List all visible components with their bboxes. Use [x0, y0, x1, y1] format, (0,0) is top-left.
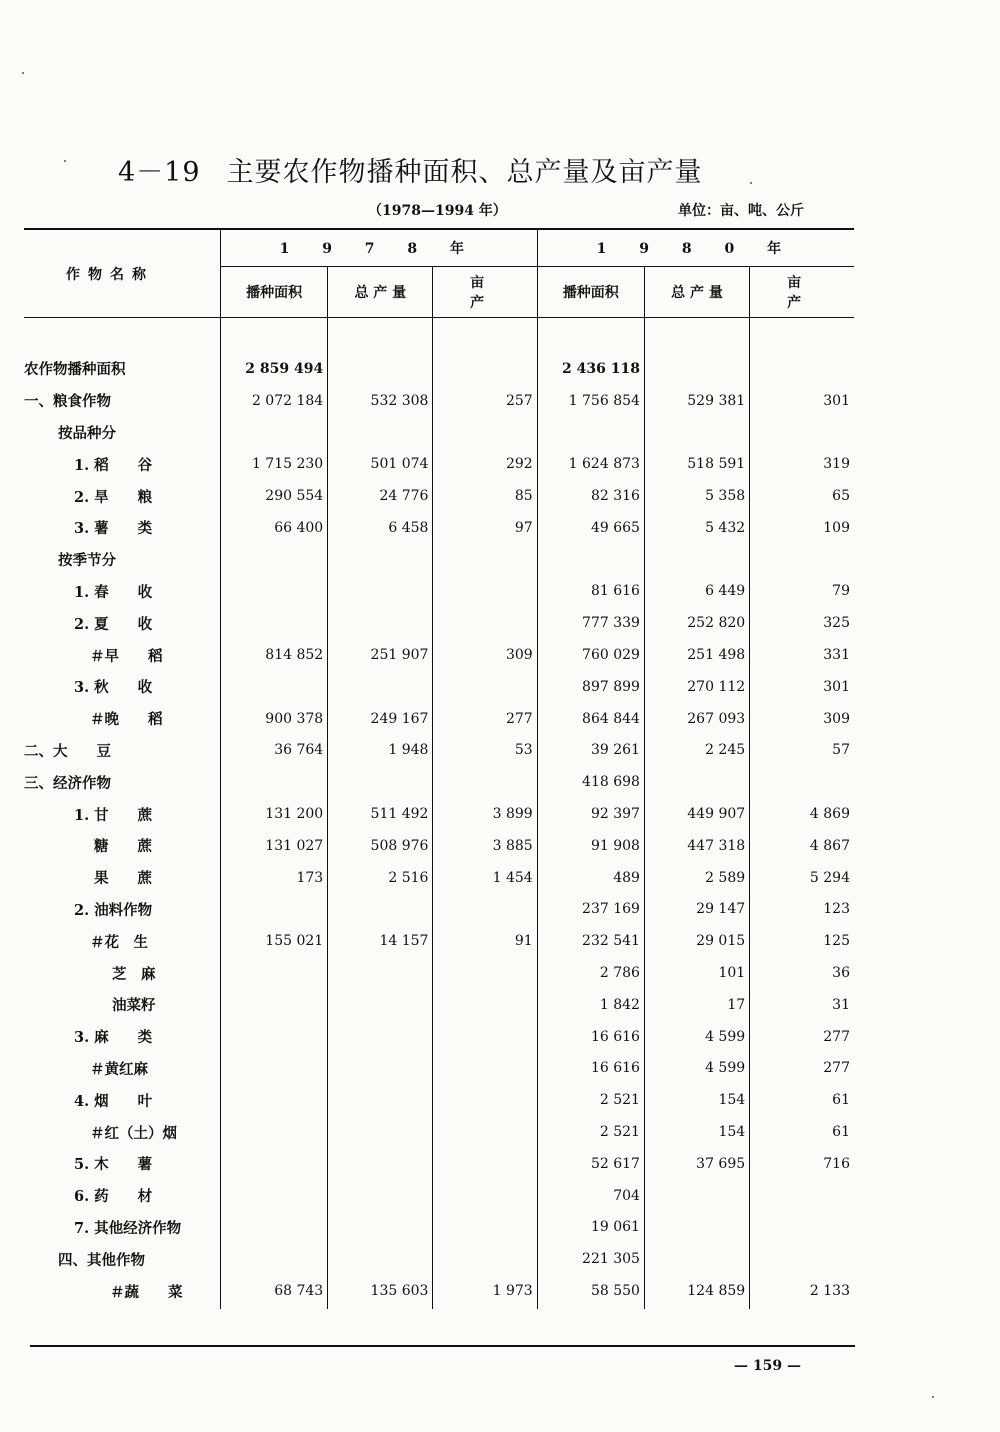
table-row — [24, 385, 854, 417]
header-yield-1980: 亩 产 — [750, 267, 854, 318]
cell-output-1978 — [328, 576, 433, 608]
cell-yield-1978: 277 — [433, 703, 537, 735]
table-row — [24, 957, 854, 989]
cell-output-1980: 252 820 — [644, 607, 749, 639]
cell-output-1978 — [328, 671, 433, 703]
crop-name: ＃黄红麻 — [90, 1060, 148, 1078]
cell-area-1980: 39 261 — [537, 735, 644, 767]
crop-name: 糖 蔗 — [94, 838, 152, 856]
cell-output-1980: 4 599 — [644, 1021, 749, 1053]
cell-area-1978 — [220, 1180, 327, 1212]
cell-area-1980: 232 541 — [537, 925, 644, 957]
table-row — [24, 576, 854, 608]
cell-area-1980: 760 029 — [537, 639, 644, 671]
cell-output-1978: 501 074 — [328, 448, 433, 480]
cell-area-1978 — [220, 576, 327, 608]
crop-name: 油菜籽 — [112, 997, 156, 1015]
cell-output-1980 — [644, 1180, 749, 1212]
crop-name: ＃晚 稻 — [90, 711, 163, 729]
cell-output-1980: 29 147 — [644, 894, 749, 926]
table-row — [24, 830, 854, 862]
cell-yield-1978: 257 — [433, 385, 537, 417]
cell-yield-1980: 123 — [750, 894, 854, 926]
cell-yield-1978 — [433, 1243, 537, 1275]
table-row — [24, 544, 854, 576]
cell-area-1980: 777 339 — [537, 607, 644, 639]
cell-area-1978 — [220, 417, 327, 449]
cell-area-1980: 489 — [537, 862, 644, 894]
cell-output-1978 — [328, 417, 433, 449]
cell-output-1980: 124 859 — [644, 1275, 749, 1307]
cell-area-1978: 2 859 494 — [220, 353, 327, 385]
cell-output-1980 — [644, 1243, 749, 1275]
header-crop-name: 作物名称 — [24, 229, 220, 318]
cell-output-1980: 447 318 — [644, 830, 749, 862]
cell-area-1980: 91 908 — [537, 830, 644, 862]
cell-output-1978: 1 948 — [328, 735, 433, 767]
cell-output-1978: 6 458 — [328, 512, 433, 544]
cell-area-1980: 2 521 — [537, 1084, 644, 1116]
page-number: — 159 — — [734, 1358, 801, 1374]
cell-yield-1980: 4 867 — [750, 830, 854, 862]
cell-yield-1980 — [750, 1180, 854, 1212]
cell-output-1980: 5 358 — [644, 480, 749, 512]
table-row — [24, 417, 854, 449]
crop-name: ＃早 稻 — [90, 647, 163, 665]
crop-name: 5. 木 薯 — [74, 1156, 153, 1174]
cell-area-1980: 16 616 — [537, 1021, 644, 1053]
table-row — [24, 671, 854, 703]
table-row — [24, 766, 854, 798]
header-yield-1978: 亩 产 — [433, 267, 537, 318]
table-row — [24, 512, 854, 544]
cell-yield-1978 — [433, 989, 537, 1021]
cell-area-1978: 814 852 — [220, 639, 327, 671]
cell-yield-1978: 309 — [433, 639, 537, 671]
cell-area-1978 — [220, 1053, 327, 1085]
header-output-1980: 总 产 量 — [644, 267, 749, 318]
cell-area-1978 — [220, 1148, 327, 1180]
cell-area-1980: 58 550 — [537, 1275, 644, 1307]
cell-area-1978 — [220, 671, 327, 703]
cell-output-1980: 4 599 — [644, 1053, 749, 1085]
cell-output-1978 — [328, 353, 433, 385]
cell-yield-1978: 97 — [433, 512, 537, 544]
page-title — [118, 150, 703, 189]
header-area-1980: 播种面积 — [537, 267, 644, 318]
spacer-row — [24, 318, 854, 354]
scan-speck — [750, 182, 752, 184]
header-output-1978: 总 产 量 — [328, 267, 433, 318]
cell-area-1980: 92 397 — [537, 798, 644, 830]
cell-yield-1980: 4 869 — [750, 798, 854, 830]
cell-area-1978: 155 021 — [220, 925, 327, 957]
crop-name: 1. 甘 蔗 — [74, 806, 153, 824]
table-row — [24, 1180, 854, 1212]
header-area-1978: 播种面积 — [220, 267, 327, 318]
cell-output-1978: 532 308 — [328, 385, 433, 417]
cell-area-1978 — [220, 544, 327, 576]
cell-output-1978 — [328, 544, 433, 576]
cell-yield-1978 — [433, 607, 537, 639]
scan-speck — [932, 1396, 934, 1398]
cell-output-1978 — [328, 607, 433, 639]
table-row — [24, 925, 854, 957]
cell-output-1980: 6 449 — [644, 576, 749, 608]
cell-area-1980: 1 842 — [537, 989, 644, 1021]
table-row — [24, 894, 854, 926]
crop-name: 2. 油料作物 — [74, 901, 153, 919]
table-title-text: 主要农作物播种面积、总产量及亩产量 — [226, 157, 703, 188]
cell-area-1980: 1 756 854 — [537, 385, 644, 417]
cell-area-1980: 237 169 — [537, 894, 644, 926]
cell-area-1980: 2 786 — [537, 957, 644, 989]
cell-output-1980 — [644, 417, 749, 449]
cell-yield-1980: 309 — [750, 703, 854, 735]
cell-area-1980: 418 698 — [537, 766, 644, 798]
cell-yield-1978 — [433, 671, 537, 703]
table-row — [24, 480, 854, 512]
cell-output-1980: 29 015 — [644, 925, 749, 957]
cell-yield-1978: 3 899 — [433, 798, 537, 830]
cell-area-1980: 704 — [537, 1180, 644, 1212]
table-row — [24, 798, 854, 830]
cell-output-1980: 2 589 — [644, 862, 749, 894]
cell-area-1980: 2 436 118 — [537, 353, 644, 385]
cell-output-1980: 5 432 — [644, 512, 749, 544]
cell-output-1978: 511 492 — [328, 798, 433, 830]
cell-output-1980: 449 907 — [644, 798, 749, 830]
cell-yield-1980 — [750, 766, 854, 798]
cell-yield-1978 — [433, 1180, 537, 1212]
cell-yield-1980: 79 — [750, 576, 854, 608]
cell-output-1980: 518 591 — [644, 448, 749, 480]
cell-output-1978 — [328, 1084, 433, 1116]
cell-area-1978 — [220, 1021, 327, 1053]
cell-output-1980: 154 — [644, 1116, 749, 1148]
crop-name: ＃花 生 — [90, 933, 148, 951]
cell-output-1978: 14 157 — [328, 925, 433, 957]
bottom-rule — [30, 1345, 855, 1347]
crop-name: 2. 旱 粮 — [74, 488, 153, 506]
cell-yield-1978 — [433, 417, 537, 449]
crop-name: 芝 麻 — [112, 965, 156, 983]
table-row — [24, 1084, 854, 1116]
cell-yield-1980 — [750, 1243, 854, 1275]
cell-area-1980: 49 665 — [537, 512, 644, 544]
table-row — [24, 448, 854, 480]
cell-yield-1978: 292 — [433, 448, 537, 480]
cell-yield-1978: 3 885 — [433, 830, 537, 862]
table-row — [24, 1116, 854, 1148]
cell-area-1978 — [220, 1084, 327, 1116]
cell-yield-1978 — [433, 353, 537, 385]
cell-area-1978: 173 — [220, 862, 327, 894]
cell-yield-1978: 1 454 — [433, 862, 537, 894]
crop-name: 按品种分 — [58, 424, 116, 442]
cell-area-1980: 16 616 — [537, 1053, 644, 1085]
cell-yield-1978: 1 973 — [433, 1275, 537, 1307]
cell-area-1978 — [220, 766, 327, 798]
cell-yield-1978 — [433, 544, 537, 576]
cell-yield-1980: 301 — [750, 671, 854, 703]
crop-name: 6. 药 材 — [74, 1188, 153, 1206]
table-row — [24, 989, 854, 1021]
cell-output-1978 — [328, 1243, 433, 1275]
cell-area-1980: 19 061 — [537, 1212, 644, 1244]
cell-yield-1980: 301 — [750, 385, 854, 417]
table-number: 4－19 — [118, 157, 201, 188]
cell-area-1978: 66 400 — [220, 512, 327, 544]
crop-name: 三、经济作物 — [24, 774, 111, 792]
cell-yield-1980: 319 — [750, 448, 854, 480]
cell-yield-1978: 85 — [433, 480, 537, 512]
cell-area-1978: 36 764 — [220, 735, 327, 767]
crop-name: 3. 薯 类 — [74, 520, 153, 538]
cell-output-1978: 251 907 — [328, 639, 433, 671]
cell-yield-1980 — [750, 1212, 854, 1244]
cell-output-1980: 17 — [644, 989, 749, 1021]
cell-yield-1980 — [750, 353, 854, 385]
cell-yield-1978 — [433, 957, 537, 989]
cell-output-1978 — [328, 1021, 433, 1053]
cell-area-1978: 290 554 — [220, 480, 327, 512]
crop-name: ＃蔬 菜 — [110, 1283, 183, 1301]
table-row — [24, 735, 854, 767]
cell-yield-1978 — [433, 1116, 537, 1148]
cell-area-1978: 68 743 — [220, 1275, 327, 1307]
crop-name: 7. 其他经济作物 — [74, 1219, 182, 1237]
cell-area-1980: 221 305 — [537, 1243, 644, 1275]
cell-area-1978 — [220, 1116, 327, 1148]
cell-yield-1980: 5 294 — [750, 862, 854, 894]
cell-yield-1980: 57 — [750, 735, 854, 767]
cell-output-1980 — [644, 766, 749, 798]
crop-name: 四、其他作物 — [58, 1251, 145, 1269]
cell-output-1978 — [328, 1116, 433, 1148]
table-header — [24, 229, 854, 318]
cell-output-1978 — [328, 1053, 433, 1085]
cell-output-1980: 270 112 — [644, 671, 749, 703]
cell-area-1978: 900 378 — [220, 703, 327, 735]
cell-yield-1980: 2 133 — [750, 1275, 854, 1307]
cell-yield-1980: 331 — [750, 639, 854, 671]
cell-yield-1978 — [433, 1021, 537, 1053]
table-body — [24, 318, 854, 1307]
cell-area-1980: 2 521 — [537, 1116, 644, 1148]
cell-output-1980 — [644, 353, 749, 385]
table-row — [24, 1021, 854, 1053]
crop-table — [24, 228, 854, 1309]
cell-output-1980: 251 498 — [644, 639, 749, 671]
table-row — [24, 353, 854, 385]
cell-area-1980: 82 316 — [537, 480, 644, 512]
cell-output-1978: 508 976 — [328, 830, 433, 862]
crop-name: 2. 夏 收 — [74, 615, 153, 633]
cell-yield-1980: 109 — [750, 512, 854, 544]
cell-yield-1980: 31 — [750, 989, 854, 1021]
header-year-1978: 1 9 7 8 年 — [220, 229, 537, 267]
cell-area-1980 — [537, 417, 644, 449]
cell-yield-1980: 716 — [750, 1148, 854, 1180]
spacer-row-bottom — [24, 1307, 854, 1309]
crop-name: 二、大 豆 — [24, 742, 111, 760]
cell-yield-1978 — [433, 1148, 537, 1180]
cell-yield-1980: 125 — [750, 925, 854, 957]
cell-area-1978 — [220, 607, 327, 639]
cell-output-1978 — [328, 1148, 433, 1180]
cell-area-1980: 897 899 — [537, 671, 644, 703]
cell-yield-1980: 325 — [750, 607, 854, 639]
cell-output-1980 — [644, 1212, 749, 1244]
cell-output-1978 — [328, 766, 433, 798]
cell-area-1978 — [220, 1243, 327, 1275]
scan-speck — [22, 72, 24, 74]
crop-name: 1. 春 收 — [74, 583, 153, 601]
crop-name: 1. 稻 谷 — [74, 456, 153, 474]
cell-area-1978: 131 200 — [220, 798, 327, 830]
cell-area-1980: 864 844 — [537, 703, 644, 735]
cell-yield-1980 — [750, 544, 854, 576]
cell-area-1978 — [220, 894, 327, 926]
cell-area-1978 — [220, 957, 327, 989]
cell-yield-1978 — [433, 1212, 537, 1244]
cell-output-1978 — [328, 1212, 433, 1244]
crop-name: 4. 烟 叶 — [74, 1092, 153, 1110]
cell-area-1980: 1 624 873 — [537, 448, 644, 480]
cell-area-1978: 131 027 — [220, 830, 327, 862]
cell-output-1980: 37 695 — [644, 1148, 749, 1180]
cell-yield-1978 — [433, 1084, 537, 1116]
cell-area-1980: 81 616 — [537, 576, 644, 608]
cell-output-1978 — [328, 894, 433, 926]
table-row — [24, 1148, 854, 1180]
cell-output-1980: 529 381 — [644, 385, 749, 417]
table-row — [24, 1212, 854, 1244]
cell-output-1978: 249 167 — [328, 703, 433, 735]
table-row — [24, 862, 854, 894]
table-row — [24, 639, 854, 671]
crop-name: 果 蔗 — [94, 870, 152, 888]
cell-yield-1978 — [433, 1053, 537, 1085]
cell-output-1978: 135 603 — [328, 1275, 433, 1307]
cell-yield-1980: 61 — [750, 1116, 854, 1148]
cell-output-1980: 2 245 — [644, 735, 749, 767]
cell-output-1980: 101 — [644, 957, 749, 989]
cell-yield-1980: 61 — [750, 1084, 854, 1116]
table-row — [24, 1053, 854, 1085]
cell-area-1978: 2 072 184 — [220, 385, 327, 417]
cell-output-1980 — [644, 544, 749, 576]
cell-output-1978 — [328, 989, 433, 1021]
cell-yield-1978 — [433, 766, 537, 798]
crop-name: 3. 麻 类 — [74, 1029, 153, 1047]
crop-name: 农作物播种面积 — [24, 361, 126, 379]
cell-yield-1980: 277 — [750, 1053, 854, 1085]
cell-yield-1980: 65 — [750, 480, 854, 512]
cell-output-1980: 267 093 — [644, 703, 749, 735]
cell-area-1978 — [220, 989, 327, 1021]
header-year-1980: 1 9 8 0 年 — [537, 229, 854, 267]
cell-yield-1980: 277 — [750, 1021, 854, 1053]
cell-output-1980: 154 — [644, 1084, 749, 1116]
scan-speck — [64, 160, 66, 162]
cell-output-1978 — [328, 1180, 433, 1212]
cell-yield-1978: 91 — [433, 925, 537, 957]
cell-yield-1980: 36 — [750, 957, 854, 989]
crop-name: ＃红（土）烟 — [90, 1124, 177, 1142]
unit-label: 单位：亩、吨、公斤 — [678, 203, 804, 219]
table-row — [24, 607, 854, 639]
cell-area-1980: 52 617 — [537, 1148, 644, 1180]
cell-yield-1980 — [750, 417, 854, 449]
table-row — [24, 1275, 854, 1307]
crop-name: 按季节分 — [58, 552, 116, 570]
cell-yield-1978 — [433, 894, 537, 926]
cell-output-1978: 24 776 — [328, 480, 433, 512]
cell-yield-1978: 53 — [433, 735, 537, 767]
cell-area-1978: 1 715 230 — [220, 448, 327, 480]
cell-area-1978 — [220, 1212, 327, 1244]
cell-output-1978: 2 516 — [328, 862, 433, 894]
table-row — [24, 703, 854, 735]
cell-yield-1978 — [433, 576, 537, 608]
cell-area-1980 — [537, 544, 644, 576]
cell-output-1978 — [328, 957, 433, 989]
crop-name: 一、粮食作物 — [24, 393, 111, 411]
table-row — [24, 1243, 854, 1275]
year-range: （1978—1994 年） — [368, 203, 507, 219]
crop-table-container — [24, 228, 854, 1309]
crop-name: 3. 秋 收 — [74, 679, 153, 697]
